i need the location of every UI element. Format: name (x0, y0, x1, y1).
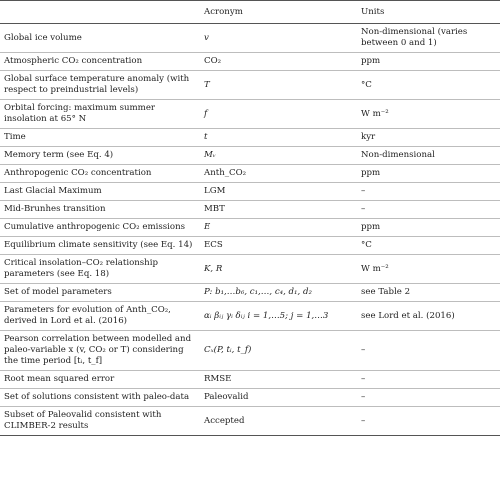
header-description (0, 1, 200, 24)
row-acronym: t (200, 129, 357, 147)
table-row (0, 389, 500, 407)
table-row (0, 237, 500, 255)
row-acronym: Accepted (200, 407, 357, 436)
row-units: W m⁻² (357, 100, 500, 129)
table-header-row (0, 1, 500, 24)
row-description: Global ice volume (0, 24, 200, 53)
row-acronym: CO₂ (200, 53, 357, 71)
row-units: see Lord et al. (2016) (357, 302, 500, 331)
row-acronym: f (200, 100, 357, 129)
row-acronym: K, R (200, 255, 357, 284)
row-description: Memory term (see Eq. 4) (0, 147, 200, 165)
table-row (0, 219, 500, 237)
row-description: Orbital forcing: maximum summer insolation at 65° N (0, 100, 200, 129)
table-row (0, 165, 500, 183)
row-description: Time (0, 129, 200, 147)
row-units: ppm (357, 165, 500, 183)
row-acronym: αᵢ βᵢⱼ γᵢ δᵢⱼ i = 1,…5; j = 1,…3 (200, 302, 357, 331)
table-row (0, 407, 500, 436)
row-units: ppm (357, 53, 500, 71)
table-row (0, 371, 500, 389)
row-acronym: Mᵥ (200, 147, 357, 165)
row-acronym: RMSE (200, 371, 357, 389)
row-description: Equilibrium climate sensitivity (see Eq. 14) (0, 237, 200, 255)
row-description: Subset of Paleovalid consistent with CLIMBER-2 results (0, 407, 200, 436)
row-acronym: LGM (200, 183, 357, 201)
row-units: Non-dimensional (357, 147, 500, 165)
row-units: – (357, 389, 500, 407)
row-description: Pearson correlation between modelled and paleo-variable x (v, CO₂ or T) considering the time period [tᵢ, t_f] (0, 331, 200, 371)
row-description: Root mean squared error (0, 371, 200, 389)
row-description: Parameters for evolution of Anth_CO₂, derived in Lord et al. (2016) (0, 302, 200, 331)
row-acronym: MBT (200, 201, 357, 219)
row-description: Cumulative anthropogenic CO₂ emissions (0, 219, 200, 237)
table-row (0, 183, 500, 201)
table-row (0, 24, 500, 53)
row-acronym: ECS (200, 237, 357, 255)
row-units: ppm (357, 219, 500, 237)
row-description: Set of model parameters (0, 284, 200, 302)
table-row (0, 129, 500, 147)
table-row (0, 53, 500, 71)
row-description: Critical insolation–CO₂ relationship parameters (see Eq. 18) (0, 255, 200, 284)
row-description: Mid-Brunhes transition (0, 201, 200, 219)
row-description: Atmospheric CO₂ concentration (0, 53, 200, 71)
row-units: °C (357, 71, 500, 100)
table-row (0, 100, 500, 129)
row-units: – (357, 183, 500, 201)
table-row (0, 201, 500, 219)
row-units: – (357, 407, 500, 436)
row-units: Non-dimensional (varies between 0 and 1) (357, 24, 500, 53)
row-description: Global surface temperature anomaly (with respect to preindustrial levels) (0, 71, 200, 100)
table-row (0, 147, 500, 165)
row-description: Anthropogenic CO₂ concentration (0, 165, 200, 183)
row-acronym: Anth_CO₂ (200, 165, 357, 183)
row-description: Last Glacial Maximum (0, 183, 200, 201)
row-units: – (357, 331, 500, 371)
row-units: kyr (357, 129, 500, 147)
header-units: Units (357, 1, 500, 24)
row-units: see Table 2 (357, 284, 500, 302)
table-row (0, 71, 500, 100)
row-acronym: v (200, 24, 357, 53)
header-acronym: Acronym (200, 1, 357, 24)
row-acronym: Paleovalid (200, 389, 357, 407)
row-acronym: P: b₁,…b₆, c₁,…, c₄, d₁, d₂ (200, 284, 357, 302)
row-description: Set of solutions consistent with paleo-data (0, 389, 200, 407)
row-units: °C (357, 237, 500, 255)
row-units: – (357, 371, 500, 389)
row-acronym: T (200, 71, 357, 100)
row-units: W m⁻² (357, 255, 500, 284)
row-acronym: E (200, 219, 357, 237)
row-units: – (357, 201, 500, 219)
table-row (0, 255, 500, 284)
row-acronym: Cₓ(P, tᵢ, t_f) (200, 331, 357, 371)
table-row (0, 331, 500, 371)
table-row (0, 302, 500, 331)
table-row (0, 284, 500, 302)
